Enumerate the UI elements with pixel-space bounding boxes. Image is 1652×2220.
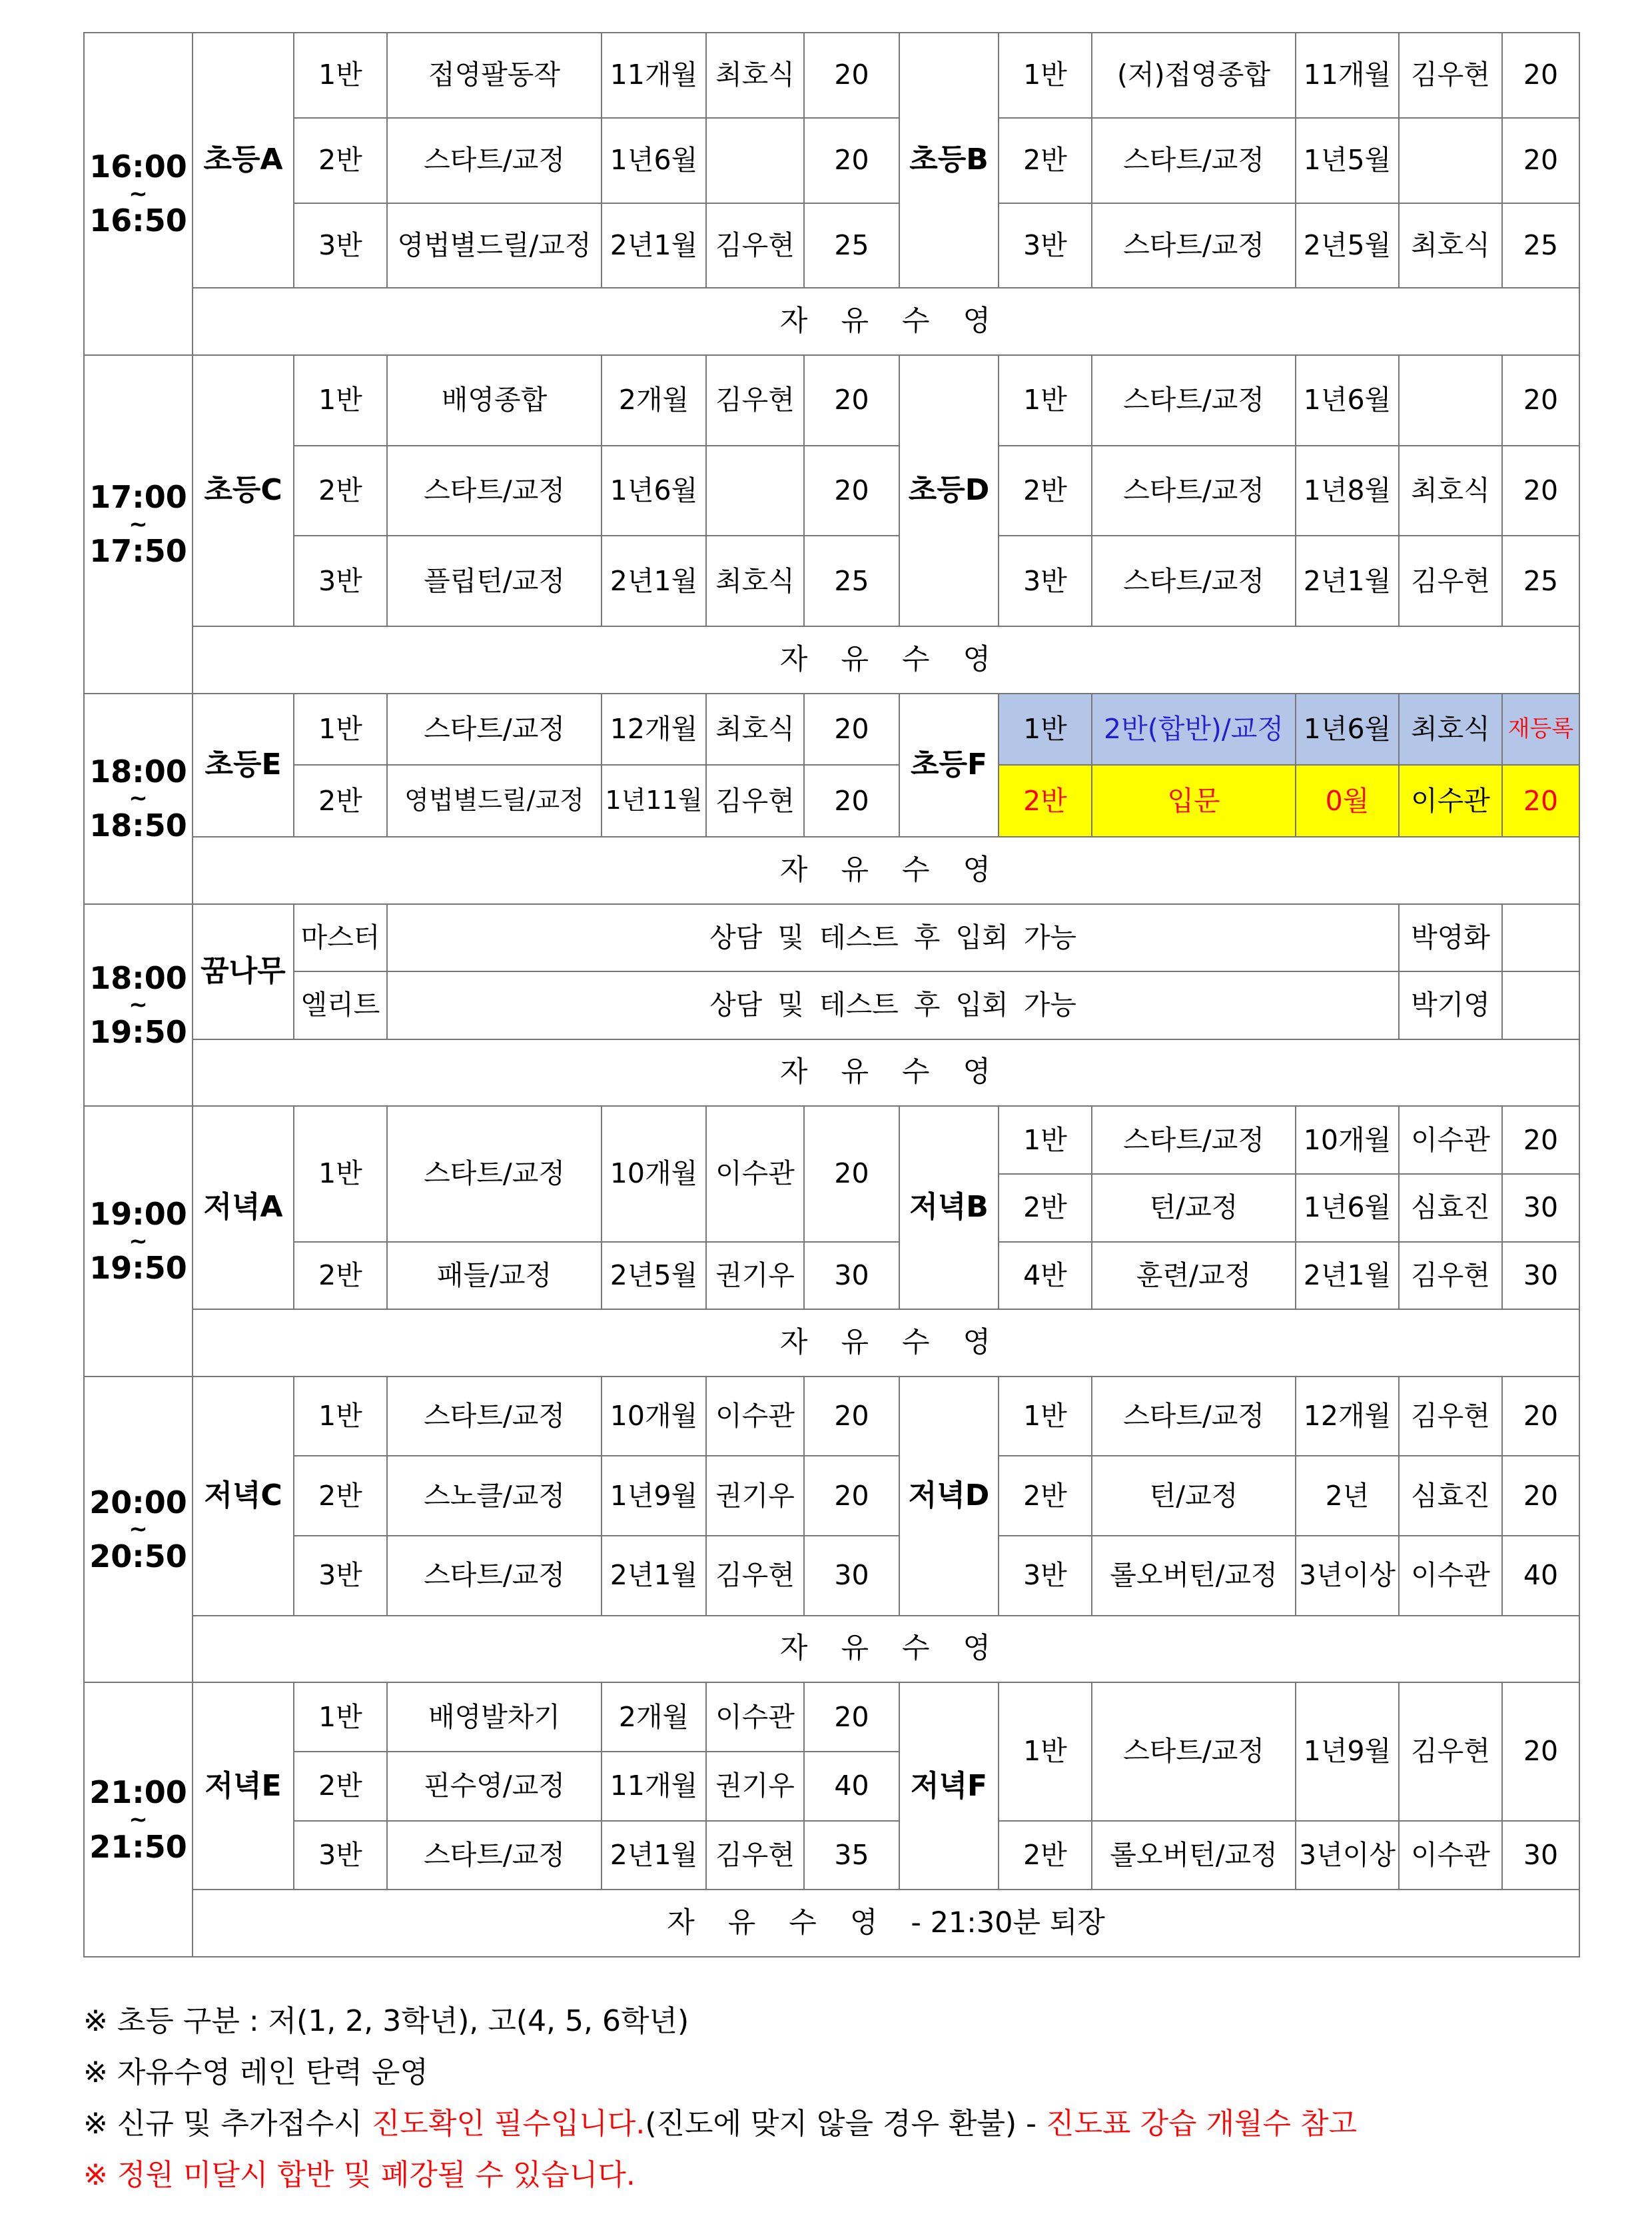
class-no: 1반 (999, 33, 1092, 118)
course-name: 스타트/교정 (1092, 536, 1296, 626)
course-name: 스타트/교정 (1092, 446, 1296, 536)
course-period: 1년6월 (602, 446, 706, 536)
free-swim-row (84, 288, 1579, 355)
course-period: 11개월 (1296, 33, 1399, 118)
class-capacity: 30 (1502, 1174, 1579, 1242)
free-swim-row (84, 626, 1579, 694)
group-label: 저녁F (899, 1682, 999, 1890)
class-no: 3반 (999, 203, 1092, 288)
course-name: 스타트/교정 (387, 118, 602, 203)
teacher-name: 김우현 (706, 1536, 804, 1616)
class-no: 1반 (294, 355, 387, 446)
table-row (84, 1456, 1579, 1536)
class-no: 1반 (999, 1377, 1092, 1456)
free-swim-row (84, 1039, 1579, 1107)
teacher-name: 심효진 (1399, 1174, 1502, 1242)
class-no: 2반 (294, 118, 387, 203)
course-period: 1년11월 (602, 765, 706, 837)
class-capacity: 20 (804, 1682, 899, 1752)
class-no: 1반 (999, 1682, 1092, 1820)
course-name: 접영팔동작 (387, 33, 602, 118)
class-capacity (1502, 971, 1579, 1039)
class-no: 3반 (999, 1536, 1092, 1616)
time-slot-2100: 21:00 ~ 21:50 (84, 1682, 193, 1957)
class-no: 1반 (999, 355, 1092, 446)
group-label: 초등F (899, 694, 999, 837)
course-name: 롤오버턴/교정 (1092, 1536, 1296, 1616)
class-no: 2반 (294, 1242, 387, 1310)
teacher-name: 이수관 (706, 1377, 804, 1456)
teacher-name (1399, 355, 1502, 446)
group-label: 초등A (193, 33, 294, 288)
course-period: 1년5월 (1296, 118, 1399, 203)
course-name: 스타트/교정 (1092, 1106, 1296, 1174)
teacher-name: 김우현 (706, 765, 804, 837)
admission-note: 상담 및 테스트 후 입회 가능 (387, 971, 1399, 1039)
group-label: 꿈나무 (193, 904, 294, 1039)
class-no: 2반 (294, 446, 387, 536)
course-name: 플립턴/교정 (387, 536, 602, 626)
time-slot-1800: 18:00 ~ 18:50 (84, 694, 193, 904)
course-period: 2년5월 (1296, 203, 1399, 288)
teacher-name: 최호식 (1399, 446, 1502, 536)
course-name: 배영종합 (387, 355, 602, 446)
teacher-name: 김우현 (1399, 1682, 1502, 1820)
course-period: 10개월 (1296, 1106, 1399, 1174)
table-row (84, 536, 1579, 626)
free-swim-label: 자 유 수 영 (193, 1616, 1579, 1683)
class-no: 2반 (294, 1456, 387, 1536)
course-name: 롤오버턴/교정 (1092, 1821, 1296, 1890)
note-class-merge: ※ 정원 미달시 합반 및 폐강될 수 있습니다. (83, 2158, 635, 2192)
course-period: 11개월 (602, 33, 706, 118)
class-capacity: 20 (1502, 1456, 1579, 1536)
course-name: 스타트/교정 (1092, 1682, 1296, 1820)
course-name: 스타트/교정 (387, 1821, 602, 1890)
teacher-name: 김우현 (706, 203, 804, 288)
table-row (84, 1536, 1579, 1616)
class-no: 1반 (294, 1377, 387, 1456)
class-no: 2반 (999, 118, 1092, 203)
time-slot-1600: 16:00 ~ 16:50 (84, 33, 193, 355)
group-label: 초등E (193, 694, 294, 837)
course-period: 10개월 (602, 1377, 706, 1456)
free-swim-label: 자 유 수 영 (193, 837, 1579, 904)
teacher-name: 이수관 (706, 1682, 804, 1752)
group-label: 저녁A (193, 1106, 294, 1309)
class-capacity: 20 (804, 765, 899, 837)
class-capacity: 25 (1502, 536, 1579, 626)
group-label: 초등C (193, 355, 294, 626)
course-period: 2년1월 (602, 536, 706, 626)
class-capacity: 30 (1502, 1242, 1579, 1310)
table-row (84, 203, 1579, 288)
free-swim-row (84, 1309, 1579, 1377)
teacher-name: 이수관 (1399, 1536, 1502, 1616)
class-capacity: 20 (1502, 1106, 1579, 1174)
course-period: 2개월 (602, 355, 706, 446)
teacher-name: 박기영 (1399, 971, 1502, 1039)
free-swim-last-label: 자 유 수 영 - 21:30분 퇴장 (193, 1890, 1579, 1957)
teacher-name (706, 446, 804, 536)
free-swim-row (84, 837, 1579, 904)
class-capacity: 20 (1502, 765, 1579, 837)
course-name: 스타트/교정 (1092, 355, 1296, 446)
class-no: 2반 (294, 1752, 387, 1821)
group-label: 초등D (899, 355, 999, 626)
course-period: 2개월 (602, 1682, 706, 1752)
note-progress-check: ※ 신규 및 추가접수시 진도확인 필수입니다.(진도에 맞지 않을 경우 환불) - 진도표 강습 개월수 참고 (83, 2107, 1358, 2141)
table-row (84, 904, 1579, 972)
group-label: 저녁E (193, 1682, 294, 1890)
class-capacity: 20 (804, 1377, 899, 1456)
class-no: 마스터 (294, 904, 387, 972)
class-no: 1반 (999, 1106, 1092, 1174)
class-capacity: 20 (1502, 118, 1579, 203)
course-period: 1년9월 (1296, 1682, 1399, 1820)
note-lane-operation: ※ 자유수영 레인 탄력 운영 (83, 2055, 428, 2089)
course-period: 12개월 (602, 694, 706, 766)
course-name: 패들/교정 (387, 1242, 602, 1310)
class-capacity: 20 (804, 694, 899, 766)
teacher-name: 최호식 (706, 33, 804, 118)
class-capacity: 25 (804, 203, 899, 288)
class-no: 2반 (999, 1456, 1092, 1536)
class-capacity: 25 (1502, 203, 1579, 288)
course-name: 스타트/교정 (387, 1377, 602, 1456)
course-name: 2반(합반)/교정 (1092, 694, 1296, 766)
course-period: 3년이상 (1296, 1536, 1399, 1616)
teacher-name: 이수관 (1399, 765, 1502, 837)
free-swim-label: 자 유 수 영 (193, 1039, 1579, 1107)
table-row (84, 33, 1579, 118)
course-period: 1년6월 (602, 118, 706, 203)
teacher-name (706, 118, 804, 203)
teacher-name (1399, 118, 1502, 203)
class-capacity: 20 (1502, 446, 1579, 536)
table-row (84, 1106, 1579, 1174)
teacher-name: 이수관 (1399, 1821, 1502, 1890)
course-period: 10개월 (602, 1106, 706, 1241)
course-name: 스노클/교정 (387, 1456, 602, 1536)
teacher-name: 최호식 (706, 694, 804, 766)
course-period: 1년6월 (1296, 1174, 1399, 1242)
class-capacity: 20 (804, 33, 899, 118)
group-label: 저녁C (193, 1377, 294, 1616)
table-row (84, 1821, 1579, 1890)
class-capacity: 25 (804, 536, 899, 626)
course-period: 1년6월 (1296, 694, 1399, 766)
table-row (84, 118, 1579, 203)
class-no: 1반 (294, 694, 387, 766)
class-no: 1반 (294, 33, 387, 118)
teacher-name: 최호식 (706, 536, 804, 626)
table-row (84, 446, 1579, 536)
course-period: 11개월 (602, 1752, 706, 1821)
teacher-name: 김우현 (706, 1821, 804, 1890)
teacher-name: 김우현 (1399, 1377, 1502, 1456)
course-name: 영법별드릴/교정 (387, 765, 602, 837)
teacher-name: 권기우 (706, 1242, 804, 1310)
time-slot-2000: 20:00 ~ 20:50 (84, 1377, 193, 1683)
course-period: 2년 (1296, 1456, 1399, 1536)
course-period: 3년이상 (1296, 1821, 1399, 1890)
class-capacity: 30 (804, 1242, 899, 1310)
class-capacity: 40 (804, 1752, 899, 1821)
class-capacity: 20 (1502, 1682, 1579, 1820)
class-capacity: 40 (1502, 1536, 1579, 1616)
class-no: 2반 (294, 765, 387, 837)
class-no: 1반 (294, 1682, 387, 1752)
course-period: 2년1월 (1296, 536, 1399, 626)
class-no: 1반 (294, 1106, 387, 1241)
class-no: 3반 (294, 1536, 387, 1616)
teacher-name: 심효진 (1399, 1456, 1502, 1536)
course-name: 스타트/교정 (387, 694, 602, 766)
class-capacity: 20 (804, 1456, 899, 1536)
course-name: 스타트/교정 (387, 1536, 602, 1616)
re-registration-badge: 재등록 (1502, 694, 1579, 766)
course-name: 스타트/교정 (387, 446, 602, 536)
table-row (84, 355, 1579, 446)
class-capacity: 35 (804, 1821, 899, 1890)
time-slot-1700: 17:00 ~ 17:50 (84, 355, 193, 694)
teacher-name: 권기우 (706, 1456, 804, 1536)
course-period: 12개월 (1296, 1377, 1399, 1456)
teacher-name: 김우현 (1399, 536, 1502, 626)
teacher-name: 김우현 (706, 355, 804, 446)
class-capacity: 30 (1502, 1821, 1579, 1890)
class-capacity: 20 (1502, 1377, 1579, 1456)
note-grade-division: ※ 초등 구분 : 저(1, 2, 3학년), 고(4, 5, 6학년) (83, 2004, 689, 2038)
teacher-name: 이수관 (706, 1106, 804, 1241)
teacher-name: 박영화 (1399, 904, 1502, 972)
course-period: 2년1월 (1296, 1242, 1399, 1310)
group-label: 저녁B (899, 1106, 999, 1309)
course-name: (저)접영종합 (1092, 33, 1296, 118)
admission-note: 상담 및 테스트 후 입회 가능 (387, 904, 1399, 972)
teacher-name: 최호식 (1399, 694, 1502, 766)
course-period: 1년6월 (1296, 355, 1399, 446)
class-capacity: 20 (804, 118, 899, 203)
class-no: 엘리트 (294, 971, 387, 1039)
teacher-name: 최호식 (1399, 203, 1502, 288)
teacher-name: 김우현 (1399, 1242, 1502, 1310)
course-name: 턴/교정 (1092, 1174, 1296, 1242)
class-no: 2반 (999, 1821, 1092, 1890)
course-period: 0월 (1296, 765, 1399, 837)
class-schedule-table (83, 32, 1580, 1957)
course-name: 턴/교정 (1092, 1456, 1296, 1536)
class-no: 3반 (294, 1821, 387, 1890)
course-name: 스타트/교정 (1092, 1377, 1296, 1456)
group-label: 저녁D (899, 1377, 999, 1616)
class-capacity: 20 (804, 446, 899, 536)
course-name: 스타트/교정 (387, 1106, 602, 1241)
teacher-name: 이수관 (1399, 1106, 1502, 1174)
class-capacity: 20 (804, 1106, 899, 1241)
teacher-name: 김우현 (1399, 33, 1502, 118)
time-slot-1900: 19:00 ~ 19:50 (84, 1106, 193, 1376)
table-row (84, 694, 1579, 766)
course-period: 1년9월 (602, 1456, 706, 1536)
notice-list (83, 1995, 1579, 2201)
class-no: 2반 (999, 1174, 1092, 1242)
course-name: 스타트/교정 (1092, 118, 1296, 203)
class-no: 3반 (999, 536, 1092, 626)
table-row (84, 1242, 1579, 1310)
free-swim-row (84, 1616, 1579, 1683)
class-no: 3반 (294, 536, 387, 626)
course-name: 영법별드릴/교정 (387, 203, 602, 288)
time-slot-1800-1950: 18:00 ~ 19:50 (84, 904, 193, 1107)
table-row (84, 1377, 1579, 1456)
class-no: 1반 (999, 694, 1092, 766)
teacher-name: 권기우 (706, 1752, 804, 1821)
course-period: 2년5월 (602, 1242, 706, 1310)
course-period: 2년1월 (602, 203, 706, 288)
free-swim-label: 자 유 수 영 (193, 1309, 1579, 1377)
table-row (84, 971, 1579, 1039)
course-name: 배영발차기 (387, 1682, 602, 1752)
course-period: 1년8월 (1296, 446, 1399, 536)
class-no: 2반 (999, 765, 1092, 837)
class-capacity: 30 (804, 1536, 899, 1616)
free-swim-row (84, 1890, 1579, 1957)
class-no: 3반 (294, 203, 387, 288)
course-name: 훈련/교정 (1092, 1242, 1296, 1310)
table-row (84, 765, 1579, 837)
course-period: 2년1월 (602, 1821, 706, 1890)
class-no: 2반 (999, 446, 1092, 536)
class-capacity: 20 (1502, 355, 1579, 446)
table-row (84, 1682, 1579, 1752)
course-period: 2년1월 (602, 1536, 706, 1616)
class-capacity: 20 (1502, 33, 1579, 118)
class-no: 4반 (999, 1242, 1092, 1310)
course-name: 스타트/교정 (1092, 203, 1296, 288)
class-capacity: 20 (804, 355, 899, 446)
course-name: 입문 (1092, 765, 1296, 837)
class-capacity (1502, 904, 1579, 972)
group-label: 초등B (899, 33, 999, 288)
free-swim-label: 자 유 수 영 (193, 626, 1579, 694)
free-swim-label: 자 유 수 영 (193, 288, 1579, 355)
course-name: 핀수영/교정 (387, 1752, 602, 1821)
